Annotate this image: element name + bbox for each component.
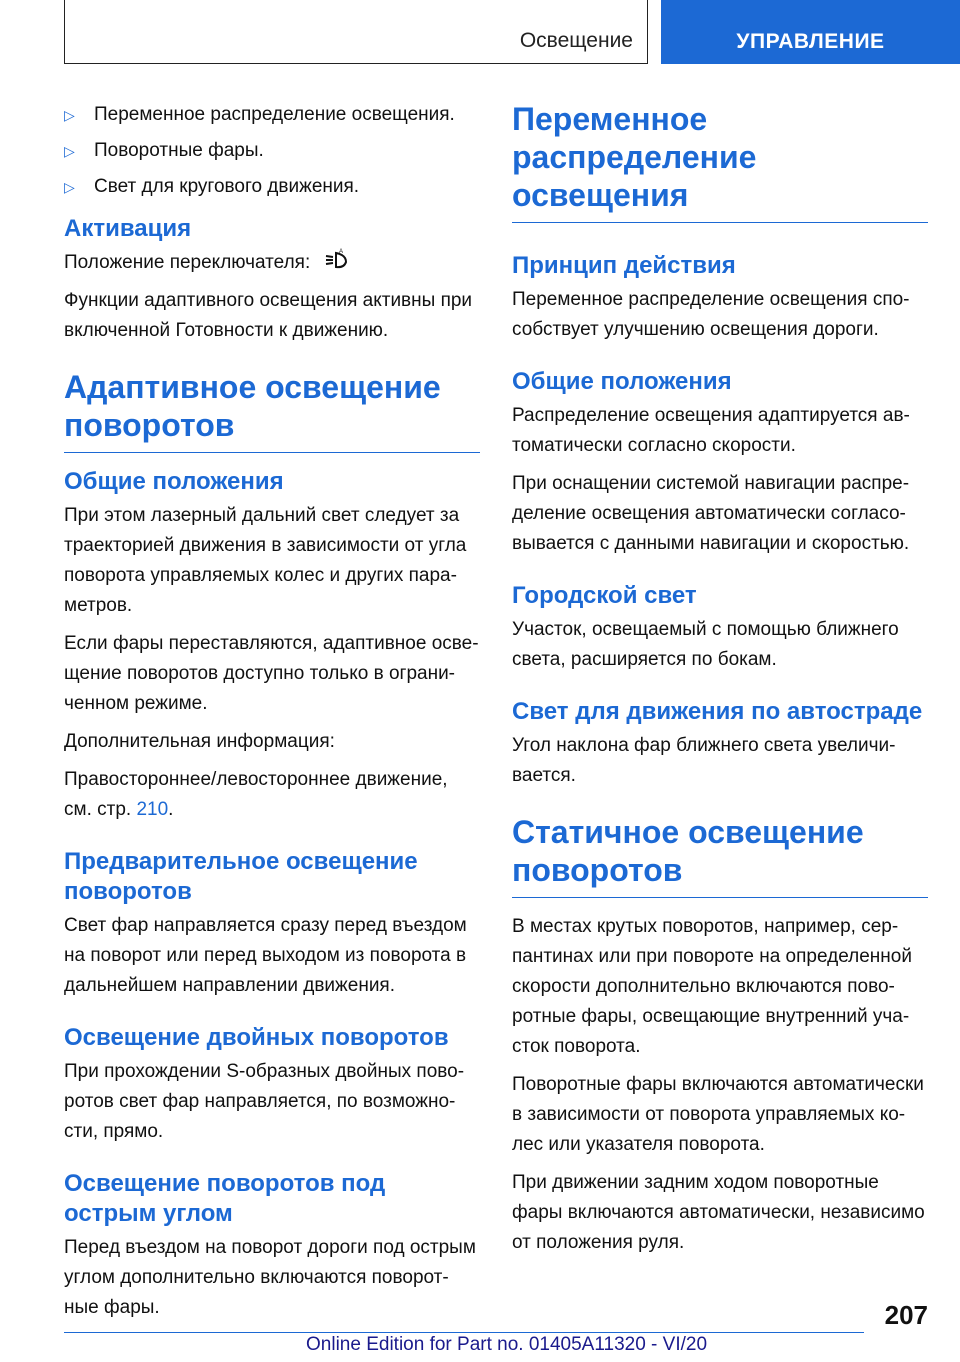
list-item-text: Переменное распределение освещения.	[94, 104, 455, 125]
activation-text: Положение переключателя:	[64, 252, 311, 273]
list-item	[64, 100, 480, 130]
page-reference-link[interactable]: 210	[136, 799, 169, 820]
city-light-paragraph: Участок, освещаемый с помощью ближнего света, расширяется по бокам.	[512, 619, 899, 670]
double-turn-heading: Освещение двойных поворотов	[64, 1024, 449, 1051]
general-paragraph-3: Дополнительная информация:	[64, 731, 335, 752]
city-light-heading: Городской свет	[512, 582, 697, 609]
pre-lighting-heading: Предварительное освещение поворотов	[64, 848, 418, 905]
general-heading: Общие положения	[64, 468, 284, 495]
right-general-paragraph-2: При оснащении системой навигации распре-деление освещения автоматически согласо-вывается с данными навигации и скоростью.	[512, 473, 910, 554]
sharp-turn-paragraph: Перед въездом на поворот дороги под острым углом дополнительно включаются поворот-ные фары.	[64, 1237, 476, 1318]
pre-lighting-paragraph: Свет фар направляется сразу перед въездом на поворот или перед выходом из поворота в дальнейшем направлении движения.	[64, 915, 467, 996]
principle-paragraph: Переменное распределение освещения спо-собствует улучшению освещения дороги.	[512, 289, 910, 340]
triangle-right-icon: ▷	[64, 179, 75, 195]
static-paragraph-1: В местах крутых поворотов, например, сер-пантинах или при повороте на определенной скорости дополнительно включаются пово-ротные фары, освещающие внутренний уча-сток поворота.	[512, 916, 912, 1057]
right-column	[512, 100, 928, 1266]
right-general-paragraph-1: Распределение освещения адаптируется ав-томатически согласно скорости.	[512, 405, 910, 456]
list-item	[64, 172, 480, 202]
principle-heading: Принцип действия	[512, 252, 736, 279]
static-paragraph-3: При движении задним ходом поворотные фары включаются автоматически, независимо от положения руля.	[512, 1172, 925, 1253]
sharp-turn-heading: Освещение поворотов под острым углом	[64, 1170, 386, 1227]
activation-paragraph-1	[64, 248, 480, 278]
adaptive-title: Адаптивное освещение поворотов	[64, 368, 480, 453]
activation-heading: Активация	[64, 215, 192, 242]
page-number: 207	[884, 1300, 928, 1330]
reference-text: Правостороннее/левостороннее движение, см. стр.	[64, 769, 448, 820]
general-paragraph-1: При этом лазерный дальний свет следует за траекторией движения в зависимости от угла поворота управляемых колес и других пара-метров.	[64, 505, 467, 616]
highway-light-paragraph: Угол наклона фар ближнего света увеличи-вается.	[512, 735, 896, 786]
static-paragraph-2: Поворотные фары включаются автоматически в зависимости от поворота управляемых ко-лес или указателя поворота.	[512, 1074, 924, 1155]
variable-distribution-title: Переменное распределение освещения	[512, 100, 928, 223]
triangle-right-icon: ▷	[64, 143, 75, 159]
header-topic: Освещение	[519, 29, 633, 52]
general-paragraph-2: Если фары переставляются, адаптивное осве-щение поворотов доступно только в ограни-ченном режиме.	[64, 633, 479, 714]
list-item-text: Поворотные фары.	[94, 140, 264, 161]
general-paragraph-4	[64, 765, 480, 825]
triangle-right-icon: ▷	[64, 107, 75, 123]
static-cornering-title: Статичное освещение поворотов	[512, 813, 928, 898]
reference-end: .	[168, 799, 174, 820]
footer-divider	[64, 1332, 864, 1333]
list-item	[64, 136, 480, 166]
footer-edition: Online Edition for Part no. 01405A11320 - VI/20	[306, 1334, 708, 1355]
svg-text:A: A	[338, 249, 343, 255]
double-turn-paragraph: При прохождении S-образных двойных пово-ротов свет фар направляется, по возможно-сти, прямо.	[64, 1061, 465, 1142]
header-section-label: УПРАВЛЕНИЕ	[736, 30, 885, 53]
list-item-text: Свет для кругового движения.	[94, 176, 360, 197]
header-section-tab	[661, 0, 960, 64]
feature-list	[64, 100, 480, 202]
header-topic-box	[64, 0, 648, 64]
activation-paragraph-2: Функции адаптивного освещения активны при включенной Готовности к движению.	[64, 290, 473, 341]
right-general-heading: Общие положения	[512, 368, 732, 395]
auto-headlight-icon	[322, 248, 350, 272]
left-column	[64, 100, 480, 1331]
highway-light-heading: Свет для движения по автостраде	[512, 698, 923, 725]
